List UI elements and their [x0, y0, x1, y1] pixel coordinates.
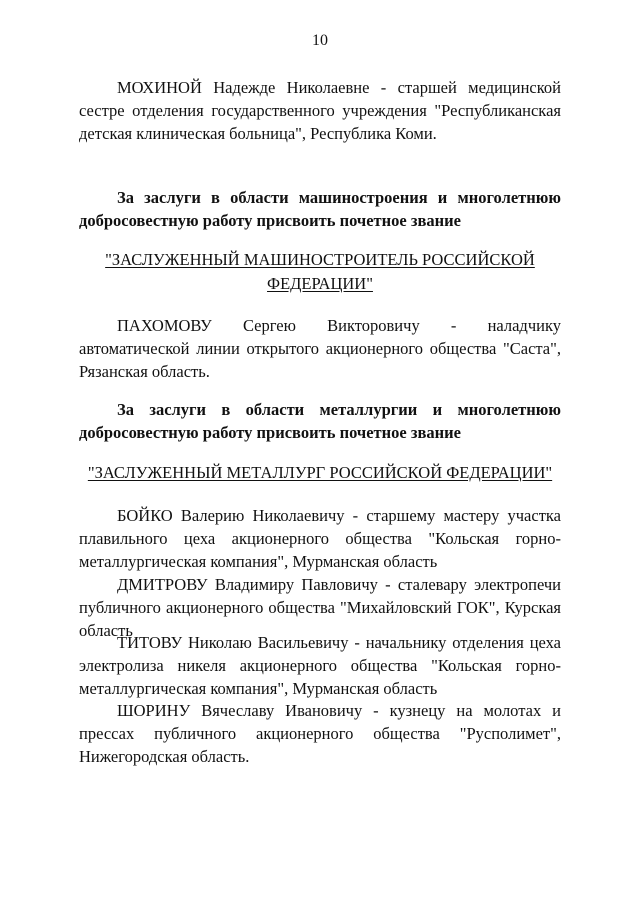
- award-intro-metallurgy: За заслуги в области металлургии и многолетнюю добросовестную работу присвоить почетное звание: [79, 400, 561, 442]
- award-recipient-titov: ТИТОВУ Николаю Васильевичу - начальнику отделения цеха электролиза никеля акционерного общества "Кольская горно-металлургическая компания", Мурманская область: [79, 633, 561, 698]
- honorary-title-metallurgist-text: "ЗАСЛУЖЕННЫЙ МЕТАЛЛУРГ РОССИЙСКОЙ ФЕДЕРАЦИИ": [87, 463, 553, 482]
- award-recipient-shorin: ШОРИНУ Вячеславу Ивановичу - кузнецу на молотах и прессах публичного акционерного общества "Русполимет", Нижегородская область.: [79, 701, 561, 766]
- honorary-title-mechanical-engineer-text: "ЗАСЛУЖЕННЫЙ МАШИНОСТРОИТЕЛЬ РОССИЙСКОЙ ФЕДЕРАЦИИ": [105, 250, 535, 293]
- award-recipient-boyko: БОЙКО Валерию Николаевичу - старшему мастеру участка плавильного цеха акционерного общества "Кольская горно-металлургическая компания", Мурманская область: [79, 506, 561, 571]
- award-recipient-mokhina: МОХИНОЙ Надежде Николаевне - старшей медицинской сестре отделения государственного учреждения "Республиканская детская клиническая больница", Республика Коми.: [79, 78, 561, 143]
- award-intro-mechanical-engineering: За заслуги в области машиностроения и многолетнюю добросовестную работу присвоить почетное звание: [79, 188, 561, 230]
- page-number: 10: [312, 32, 328, 49]
- award-recipient-pakhomov: ПАХОМОВУ Сергею Викторовичу - наладчику автоматической линии открытого акционерного общества "Саста", Рязанская область.: [79, 316, 561, 381]
- honorary-title-mechanical-engineer: [79, 248, 561, 296]
- honorary-title-metallurgist: [79, 461, 561, 485]
- award-recipient-dmitrov: ДМИТРОВУ Владимиру Павловичу - сталевару электропечи публичного акционерного общества "Михайловский ГОК", Курская область: [79, 575, 561, 640]
